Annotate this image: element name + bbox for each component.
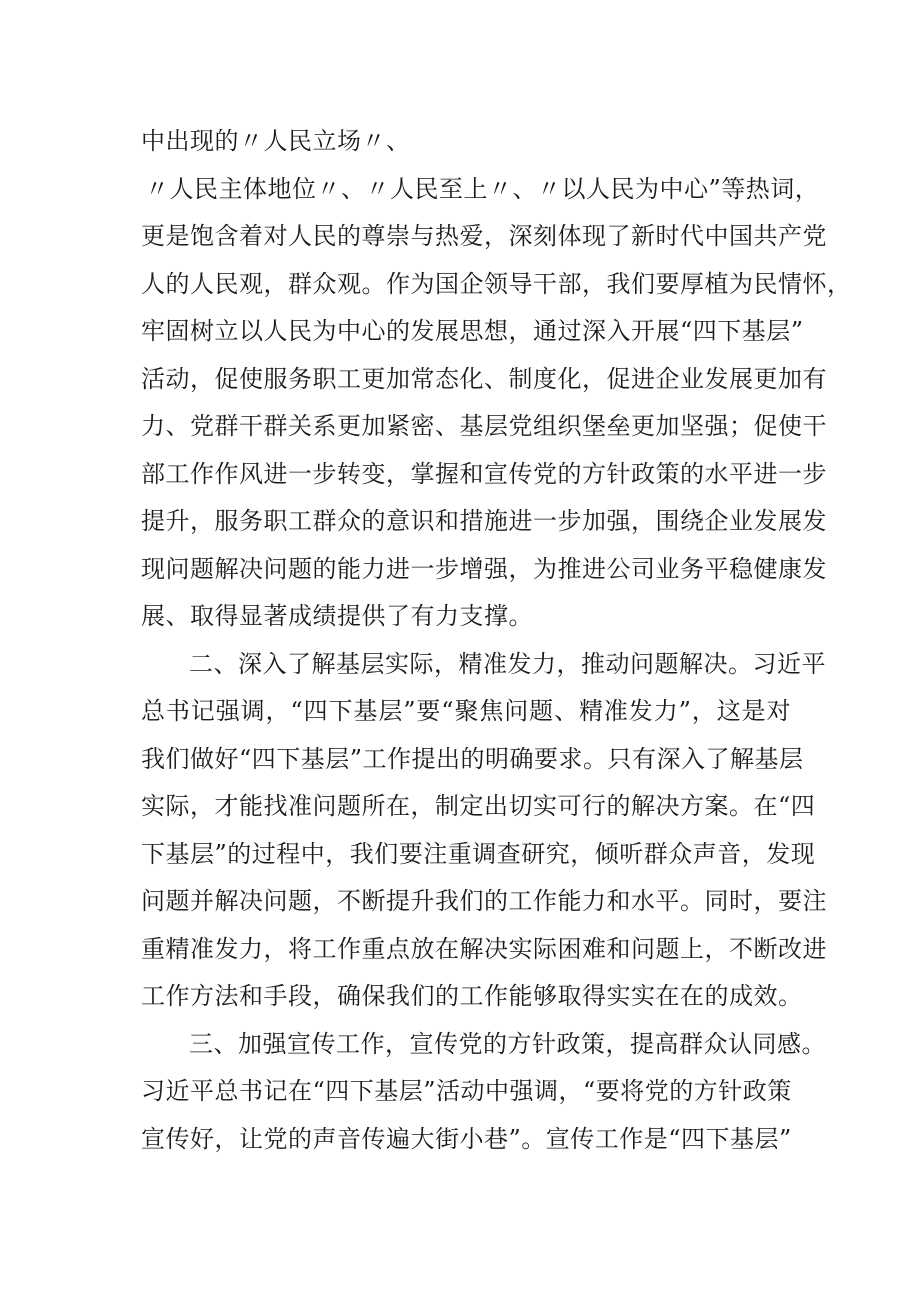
text-line: 更是饱含着对人民的尊崇与热爱，深刻体现了新时代中国共产党 [141,222,827,250]
text-line: 工作方法和手段，确保我们的工作能够取得实实在在的成效。 [141,982,803,1010]
text-line: 活动，促使服务职工更加常态化、制度化，促进企业发展更加有 [141,364,827,393]
text-line: 总书记强调，“四下基层”要“聚焦问题、精准发力”，这是对 [141,697,791,725]
text-line: 人的人民观，群众观。作为国企领导干部，我们要厚植为民情怀， [141,269,852,298]
text-line: 宣传好，让党的声音传遍大街小巷”。宣传工作是“四下基层” [141,1124,792,1153]
body-text [141,118,852,1163]
text-line: 部工作作风进一步转变，掌握和宣传党的方针政策的水平进一步 [141,459,827,488]
text-line: 三、加强宣传工作，宣传党的方针政策，提高群众认同感。 [189,1029,826,1058]
text-line: 我们做好“四下基层”工作提出的明确要求。只有深入了解基层 [141,744,804,773]
text-line: 实际，才能找准问题所在，制定出切实可行的解决方案。在“四 [141,792,816,820]
text-line: 提升，服务职工群众的意识和措施进一步加强，围绕企业发展发 [141,507,827,535]
text-line: 展、取得显著成绩提供了有力支撑。 [141,602,533,630]
text-line: 重精准发力，将工作重点放在解决实际困难和问题上，不断改进 [141,934,827,963]
text-line: 〃人民主体地位〃、〃人民至上〃、〃以人民为中心”等热词， [145,174,820,203]
text-line: 习近平总书记在“四下基层”活动中强调，“要将党的方针政策 [141,1077,792,1105]
text-line: 中出现的〃人民立场〃、 [141,127,411,155]
text-line: 下基层”的过程中，我们要注重调查研究，倾听群众声音，发现 [141,839,816,868]
text-line: 牢固树立以人民为中心的发展思想，通过深入开展“四下基层” [141,317,804,345]
text-line: 二、深入了解基层实际，精准发力，推动问题解决。习近平 [189,649,826,678]
text-line: 问题并解决问题，不断提升我们的工作能力和水平。同时，要注 [141,887,827,915]
text-line: 现问题解决问题的能力进一步增强，为推进公司业务平稳健康发 [141,554,827,583]
text-line: 力、党群干群关系更加紧密、基层党组织堡垒更加坚强；促使干 [141,412,827,440]
